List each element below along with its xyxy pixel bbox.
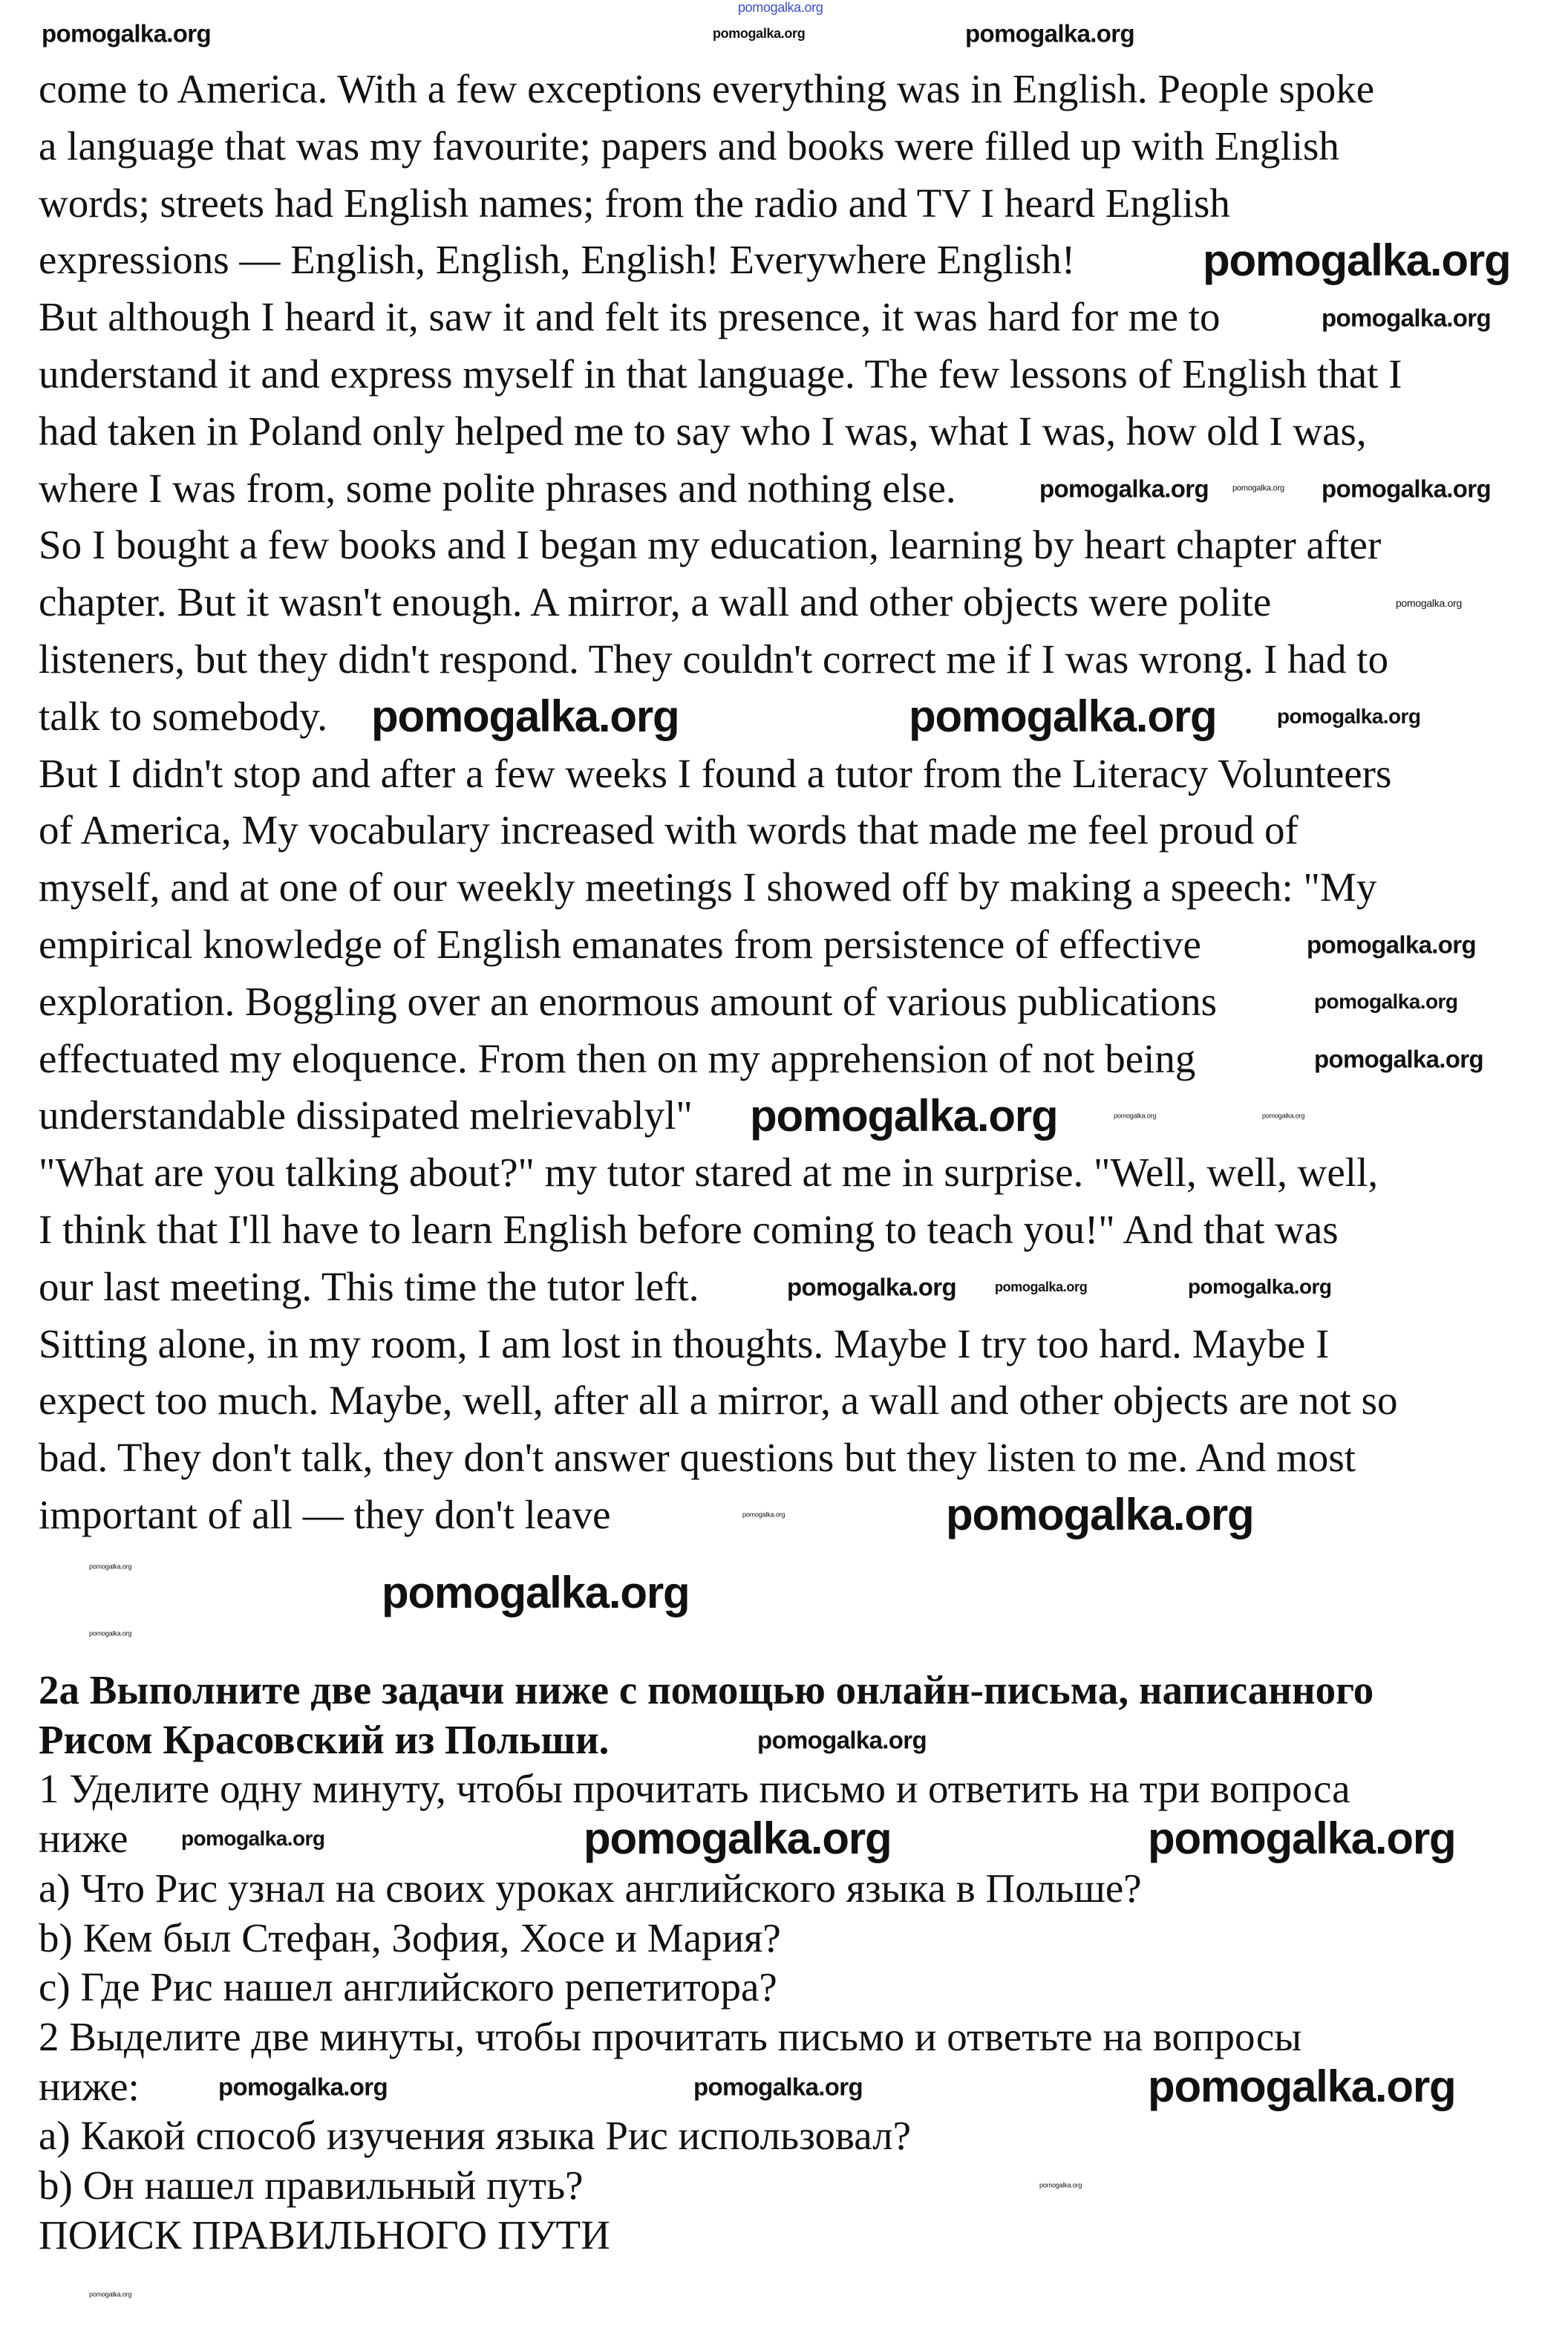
- text-line: of America, My vocabulary increased with words that made me feel proud of: [39, 807, 1298, 853]
- text-line: myself, and at one of our weekly meetings I showed off by making a speech: "My: [39, 864, 1377, 910]
- task-question: b) Он нашел правильный путь?: [39, 2163, 584, 2209]
- task-line: ниже: [39, 1816, 128, 1862]
- watermark: pomogalka.org: [89, 1629, 132, 1637]
- text-line: effectuated my eloquence. From then on my apprehension of not being: [39, 1035, 1196, 1081]
- text-line: where I was from, some polite phrases and nothing else.: [39, 465, 956, 511]
- text-line: expect too much. Maybe, well, after all a mirror, a wall and other objects are not so: [39, 1378, 1398, 1424]
- text-line: "What are you talking about?" my tutor stared at me in surprise. "Well, well, well,: [39, 1150, 1379, 1196]
- watermark: pomogalka.org: [1314, 1045, 1483, 1073]
- watermark: pomogalka.org: [946, 1490, 1254, 1539]
- text-line: understand it and express myself in that language. The few lessons of English that I: [39, 351, 1402, 397]
- watermark: pomogalka.org: [995, 1280, 1088, 1294]
- watermark: pomogalka.org: [1203, 235, 1511, 285]
- watermark: pomogalka.org: [371, 691, 679, 741]
- task-question: a) Что Рис узнал на своих уроках английского языка в Польше?: [39, 1865, 1142, 1911]
- text-line: bad. They don't talk, they don't answer questions but they listen to me. And most: [39, 1435, 1356, 1481]
- watermark: pomogalka.org: [1307, 931, 1476, 959]
- task-question: b) Кем был Стефан, Зофия, Хосе и Мария?: [39, 1914, 781, 1961]
- task-line: 1 Уделите одну минуту, чтобы прочитать письмо и ответить на три вопроса: [39, 1766, 1350, 1812]
- text-line: Sitting alone, in my room, I am lost in thoughts. Maybe I try too hard. Maybe I: [39, 1320, 1330, 1366]
- task-line: 2 Выделите две минуты, чтобы прочитать письмо и ответьте на вопросы: [39, 2013, 1302, 2059]
- watermark: pomogalka.org: [42, 19, 211, 48]
- text-line: I think that I'll have to learn English before coming to teach you!" And that was: [39, 1206, 1339, 1252]
- watermark: pomogalka.org: [750, 1091, 1058, 1141]
- watermark: pomogalka.org: [1188, 1275, 1332, 1298]
- watermark: pomogalka.org: [1114, 1112, 1157, 1120]
- task-question: a) Какой способ изучения языка Рис использовал?: [39, 2113, 912, 2159]
- text-line: our last meeting. This time the tutor left.: [39, 1263, 699, 1309]
- task-section: [39, 1666, 1553, 2260]
- text-line: had taken in Poland only helped me to say who I was, what I was, how old I was,: [39, 408, 1367, 454]
- section-title: ПОИСК ПРАВИЛЬНОГО ПУТИ: [39, 2212, 610, 2258]
- watermark: pomogalka.org: [181, 1827, 325, 1850]
- text-line: words; streets had English names; from the radio and TV I heard English: [39, 180, 1230, 226]
- task-question: c) Где Рис нашел английского репетитора?: [39, 1964, 777, 2010]
- watermark: pomogalka.org: [1277, 705, 1421, 728]
- watermark: pomogalka.org: [1148, 1813, 1456, 1863]
- watermark: pomogalka.org: [787, 1273, 956, 1301]
- watermark: pomogalka.org: [909, 691, 1217, 741]
- watermark: pomogalka.org: [218, 2073, 388, 2101]
- watermark: pomogalka.org: [1039, 2181, 1082, 2189]
- text-line: understandable dissipated melrievablyl": [39, 1092, 693, 1138]
- task-line: ниже:: [39, 2063, 140, 2109]
- watermark: pomogalka.org: [713, 26, 806, 41]
- watermark: pomogalka.org: [1396, 597, 1462, 609]
- watermark: pomogalka.org: [1322, 304, 1491, 332]
- text-line: listeners, but they didn't respond. They couldn't correct me if I was wrong. I had to: [39, 636, 1389, 682]
- text-line: talk to somebody.: [39, 693, 328, 739]
- text-line: a language that was my favourite; papers and books were filled up with English: [39, 123, 1339, 169]
- text-line: expressions — English, English, English! Everywhere English!: [39, 237, 1076, 283]
- watermark: pomogalka.org: [1314, 990, 1458, 1013]
- watermark: pomogalka.org: [693, 2073, 863, 2101]
- task-heading: Рисом Красовский из Польши.: [39, 1716, 610, 1762]
- watermark: pomogalka.org: [1322, 475, 1491, 503]
- watermark: pomogalka.org: [1148, 2062, 1456, 2111]
- watermark: pomogalka.org: [89, 1562, 132, 1571]
- text-line: come to America. With a few exceptions everything was in English. People spoke: [39, 66, 1375, 111]
- text-line: chapter. But it wasn't enough. A mirror, a wall and other objects were polite: [39, 579, 1272, 625]
- watermark: pomogalka.org: [584, 1813, 892, 1863]
- watermark-link[interactable]: pomogalka.org: [738, 0, 823, 15]
- task-heading: 2a Выполните две задачи ниже с помощью онлайн-письма, написанного: [39, 1667, 1374, 1712]
- text-line: So I bought a few books and I began my education, learning by heart chapter after: [39, 522, 1382, 568]
- watermark: pomogalka.org: [965, 19, 1134, 48]
- watermark: pomogalka.org: [382, 1568, 690, 1617]
- watermark: pomogalka.org: [1262, 1112, 1305, 1120]
- watermark: pomogalka.org: [742, 1510, 785, 1519]
- text-line: But although I heard it, saw it and felt its presence, it was hard for me to: [39, 294, 1221, 340]
- watermark: pomogalka.org: [1232, 483, 1284, 493]
- text-line: empirical knowledge of English emanates from persistence of effective: [39, 921, 1201, 967]
- text-line: important of all — they don't leave: [39, 1491, 611, 1537]
- text-line: But I didn't stop and after a few weeks I found a tutor from the Literacy Volunteers: [39, 750, 1392, 796]
- watermark: pomogalka.org: [89, 2290, 132, 2298]
- text-line: exploration. Boggling over an enormous amount of various publications: [39, 978, 1218, 1024]
- watermark: pomogalka.org: [757, 1726, 927, 1754]
- watermark: pomogalka.org: [1039, 475, 1209, 503]
